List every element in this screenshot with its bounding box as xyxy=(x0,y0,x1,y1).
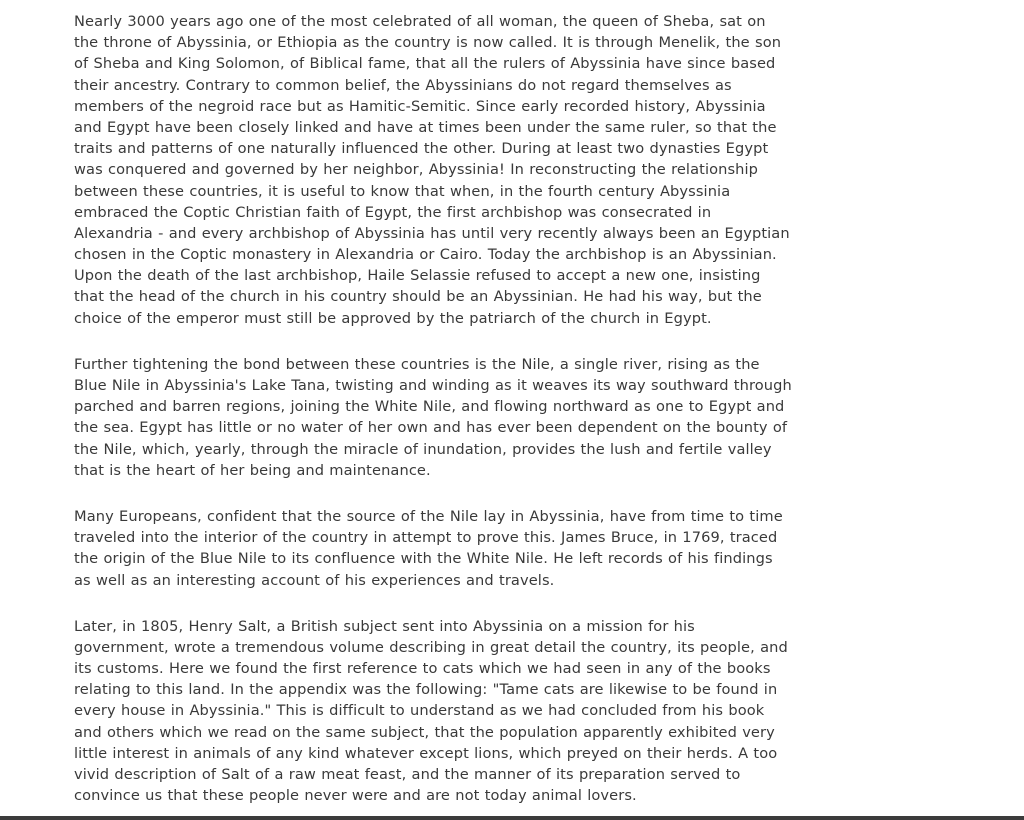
paragraph-sheba-history xyxy=(74,11,814,329)
paragraph-henry-salt xyxy=(74,616,814,807)
text-line: that is the heart of her being and maintenance. xyxy=(74,461,431,479)
text-line: convince us that these people never were and are not today animal lovers. xyxy=(74,787,637,805)
text-line: Alexandria - and every archbishop of Abyssinia has until very recently always been an Egyptian xyxy=(74,224,790,242)
text-line: Further tightening the bond between these countries is the Nile, a single river, rising as the xyxy=(74,355,760,373)
text-line: traveled into the interior of the country in attempt to prove this. James Bruce, in 1769, traced xyxy=(74,529,778,547)
text-line: was conquered and governed by her neighbor, Abyssinia! In reconstructing the relationship xyxy=(74,161,759,179)
text-line: the Nile, which, yearly, through the miracle of inundation, provides the lush and fertile valley xyxy=(74,440,772,458)
text-line: traits and patterns of one naturally influenced the other. During at least two dynasties Egypt xyxy=(74,140,769,158)
text-line: its customs. Here we found the first reference to cats which we had seen in any of the books xyxy=(74,660,771,678)
text-line: Nearly 3000 years ago one of the most celebrated of all woman, the queen of Sheba, sat on xyxy=(74,13,766,30)
text-line: as well as an interesting account of his experiences and travels. xyxy=(74,571,555,589)
text-line: and Egypt have been closely linked and have at times been under the same ruler, so that the xyxy=(74,118,777,136)
text-line: chosen in the Coptic monastery in Alexandria or Cairo. Today the archbishop is an Abyssinian. xyxy=(74,246,777,264)
text-line: between these countries, it is useful to know that when, in the fourth century Abyssinia xyxy=(74,182,731,200)
text-line: members of the negroid race but as Hamitic-Semitic. Since early recorded history, Abyssinia xyxy=(74,97,766,115)
text-line: Upon the death of the last archbishop, Haile Selassie refused to accept a new one, insisting xyxy=(74,267,761,285)
text-line: embraced the Coptic Christian faith of Egypt, the first archbishop was consecrated in xyxy=(74,203,712,221)
text-line: Later, in 1805, Henry Salt, a British subject sent into Abyssinia on a mission for his xyxy=(74,617,695,635)
text-line: the throne of Abyssinia, or Ethiopia as the country is now called. It is through Menelik, the son xyxy=(74,34,782,52)
text-line: Many Europeans, confident that the source of the Nile lay in Abyssinia, have from time to time xyxy=(74,507,783,525)
text-line: parched and barren regions, joining the White Nile, and flowing northward as one to Egypt and xyxy=(74,398,785,416)
text-line: their ancestry. Contrary to common belief, the Abyssinians do not regard themselves as xyxy=(74,76,732,94)
text-line: vivid description of Salt of a raw meat feast, and the manner of its preparation served to xyxy=(74,766,741,783)
window-bottom-border xyxy=(0,816,1024,820)
text-line: and others which we read on the same subject, that the population apparently exhibited very xyxy=(74,723,775,741)
text-line: of Sheba and King Solomon, of Biblical fame, that all the rulers of Abyssinia have since based xyxy=(74,55,776,73)
text-line: Blue Nile in Abyssinia's Lake Tana, twisting and winding as it weaves its way southward through xyxy=(74,377,792,394)
text-line: that the head of the church in his country should be an Abyssinian. He had his way, but the xyxy=(74,288,762,306)
paragraph-european-explorers xyxy=(74,506,814,591)
paragraph-nile-bond xyxy=(74,354,814,481)
text-line: every house in Abyssinia." This is difficult to understand as we had concluded from his book xyxy=(74,702,765,720)
text-line: the sea. Egypt has little or no water of her own and has ever been dependent on the bounty of xyxy=(74,419,788,437)
text-line: relating to this land. In the appendix was the following: "Tame cats are likewise to be found in xyxy=(74,681,778,699)
text-line: choice of the emperor must still be approved by the patriarch of the church in Egypt. xyxy=(74,309,712,327)
text-line: the origin of the Blue Nile to its confluence with the White Nile. He left records of his findings xyxy=(74,550,773,568)
text-line: government, wrote a tremendous volume describing in great detail the country, its people, and xyxy=(74,638,788,656)
text-line: little interest in animals of any kind whatever except lions, which preyed on their herds. A too xyxy=(74,744,778,762)
article-body xyxy=(74,11,814,820)
